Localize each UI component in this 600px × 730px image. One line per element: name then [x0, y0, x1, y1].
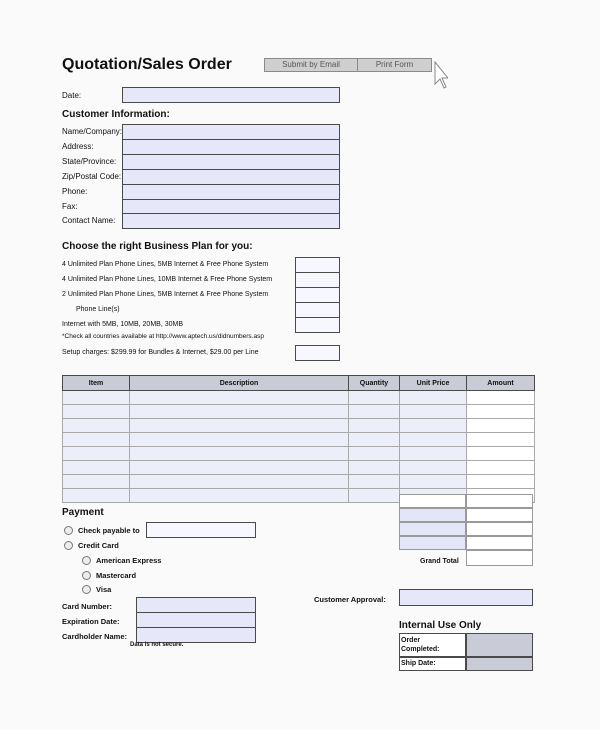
mastercard-label: Mastercard — [96, 571, 137, 580]
cell-item[interactable] — [63, 461, 130, 475]
cell-description[interactable] — [130, 405, 349, 419]
plan-quantity-field[interactable] — [295, 317, 340, 333]
table-row — [63, 433, 535, 447]
submit-by-email-button[interactable]: Submit by Email — [264, 58, 358, 72]
phone-field[interactable] — [122, 184, 340, 200]
table-row — [63, 475, 535, 489]
grand-total-amount-field — [466, 550, 533, 566]
plan-option-label: Internet with 5MB, 10MB, 20MB, 30MB — [62, 321, 183, 328]
column-header-quantity: Quantity — [349, 376, 400, 391]
date-label: Date: — [62, 91, 82, 100]
cell-unit-price[interactable] — [400, 433, 467, 447]
state-province-field[interactable] — [122, 154, 340, 170]
customer-approval-field[interactable] — [399, 589, 533, 606]
date-field[interactable] — [122, 87, 340, 103]
cell-item[interactable] — [63, 391, 130, 405]
card-number-label: Card Number: — [62, 602, 113, 611]
other-row-field[interactable] — [399, 536, 466, 550]
cell-description[interactable] — [130, 475, 349, 489]
cell-item[interactable] — [63, 447, 130, 461]
table-row — [63, 391, 535, 405]
address-field[interactable] — [122, 139, 340, 155]
cell-description[interactable] — [130, 419, 349, 433]
ship-date-label-cell — [399, 657, 466, 671]
order-completed-label: Order Completed: — [401, 637, 440, 653]
cardholder-name-label: Cardholder Name: — [62, 632, 128, 641]
cell-unit-price[interactable] — [400, 405, 467, 419]
plan-quantity-field[interactable] — [295, 257, 340, 273]
plan-option-label: 2 Unlimited Plan Phone Lines, 5MB Internet & Free Phone System — [62, 291, 269, 298]
table-row — [63, 461, 535, 475]
cell-item[interactable] — [63, 433, 130, 447]
internal-use-heading: Internal Use Only — [399, 620, 482, 631]
credit-card-label: Credit Card — [78, 541, 119, 550]
cell-amount — [467, 461, 535, 475]
setup-charges-field[interactable] — [295, 345, 340, 361]
cell-description[interactable] — [130, 447, 349, 461]
order-completed-field[interactable] — [466, 633, 533, 657]
card-number-field[interactable] — [136, 597, 256, 613]
credit-card-radio[interactable] — [64, 541, 73, 550]
cell-quantity[interactable] — [349, 405, 400, 419]
ship-date-field[interactable] — [466, 657, 533, 671]
cell-unit-price[interactable] — [400, 475, 467, 489]
table-row — [63, 419, 535, 433]
grand-total-label: Grand Total — [420, 558, 459, 565]
cell-item[interactable] — [63, 405, 130, 419]
cell-description[interactable] — [130, 391, 349, 405]
order-completed-label-cell — [399, 633, 466, 657]
phone-label: Phone: — [62, 187, 88, 196]
cell-quantity[interactable] — [349, 433, 400, 447]
expiration-date-label: Expiration Date: — [62, 617, 120, 626]
data-not-secure-note: Data is not secure. — [130, 642, 184, 648]
subtotal-amount-field — [466, 494, 533, 508]
customer-approval-label: Customer Approval: — [314, 595, 386, 604]
plan-quantity-field[interactable] — [295, 272, 340, 288]
mastercard-radio[interactable] — [82, 571, 91, 580]
american-express-label: American Express — [96, 556, 162, 565]
visa-radio[interactable] — [82, 585, 91, 594]
cursor-icon — [432, 60, 448, 95]
tax-amount-field — [466, 508, 533, 522]
zip-postal-label: Zip/Postal Code: — [62, 172, 122, 181]
column-header-description: Description — [130, 376, 349, 391]
shipping-amount-field — [466, 522, 533, 536]
cell-amount — [467, 475, 535, 489]
cell-quantity[interactable] — [349, 461, 400, 475]
cell-quantity[interactable] — [349, 475, 400, 489]
page-title: Quotation/Sales Order — [62, 56, 232, 73]
subtotal-row — [399, 494, 466, 508]
cell-item[interactable] — [63, 419, 130, 433]
cell-item[interactable] — [63, 489, 130, 503]
table-row — [63, 447, 535, 461]
plan-quantity-field[interactable] — [295, 302, 340, 318]
other-amount-field — [466, 536, 533, 550]
contact-name-field[interactable] — [122, 213, 340, 229]
plan-quantity-field[interactable] — [295, 287, 340, 303]
shipping-row-field[interactable] — [399, 522, 466, 536]
zip-postal-field[interactable] — [122, 169, 340, 185]
check-payable-label: Check payable to — [78, 526, 140, 535]
cell-description[interactable] — [130, 489, 349, 503]
column-header-amount: Amount — [467, 376, 535, 391]
cell-quantity[interactable] — [349, 391, 400, 405]
expiration-date-field[interactable] — [136, 612, 256, 628]
ship-date-label: Ship Date: — [401, 660, 436, 667]
setup-charges-label: Setup charges: $299.99 for Bundles & Internet, $29.00 per Line — [62, 349, 259, 356]
cell-quantity[interactable] — [349, 419, 400, 433]
check-payable-field[interactable] — [146, 522, 256, 538]
plan-option-label: 4 Unlimited Plan Phone Lines, 10MB Internet & Free Phone System — [62, 276, 273, 283]
cell-unit-price[interactable] — [400, 447, 467, 461]
cell-unit-price[interactable] — [400, 391, 467, 405]
cell-unit-price[interactable] — [400, 461, 467, 475]
cell-amount — [467, 405, 535, 419]
customer-info-heading: Customer Information: — [62, 109, 170, 120]
cell-amount — [467, 447, 535, 461]
plan-option-label: Phone Line(s) — [76, 306, 120, 313]
column-header-unit-price: Unit Price — [400, 376, 467, 391]
state-province-label: State/Province: — [62, 157, 117, 166]
cell-quantity[interactable] — [349, 447, 400, 461]
items-table — [62, 375, 535, 503]
column-header-item: Item — [63, 376, 130, 391]
cell-amount — [467, 433, 535, 447]
cell-description[interactable] — [130, 461, 349, 475]
american-express-radio[interactable] — [82, 556, 91, 565]
cell-unit-price[interactable] — [400, 419, 467, 433]
print-form-button[interactable]: Print Form — [357, 58, 432, 72]
cell-description[interactable] — [130, 433, 349, 447]
business-plan-heading: Choose the right Business Plan for you: — [62, 241, 253, 252]
visa-label: Visa — [96, 585, 112, 594]
cardholder-name-field[interactable] — [136, 627, 256, 643]
name-company-field[interactable] — [122, 124, 340, 140]
cell-amount — [467, 419, 535, 433]
address-label: Address: — [62, 142, 94, 151]
cell-amount — [467, 391, 535, 405]
payment-heading: Payment — [62, 507, 104, 518]
contact-name-label: Contact Name: — [62, 216, 116, 225]
check-payable-radio[interactable] — [64, 526, 73, 535]
cell-item[interactable] — [63, 475, 130, 489]
table-row — [63, 405, 535, 419]
name-company-label: Name/Company: — [62, 127, 123, 136]
tax-row-field[interactable] — [399, 508, 466, 522]
countries-note: *Check all countries available at http://www.aptech.us/didnumbers.asp — [62, 333, 264, 340]
plan-option-label: 4 Unlimited Plan Phone Lines, 5MB Internet & Free Phone System — [62, 261, 269, 268]
cell-quantity[interactable] — [349, 489, 400, 503]
fax-label: Fax: — [62, 202, 78, 211]
